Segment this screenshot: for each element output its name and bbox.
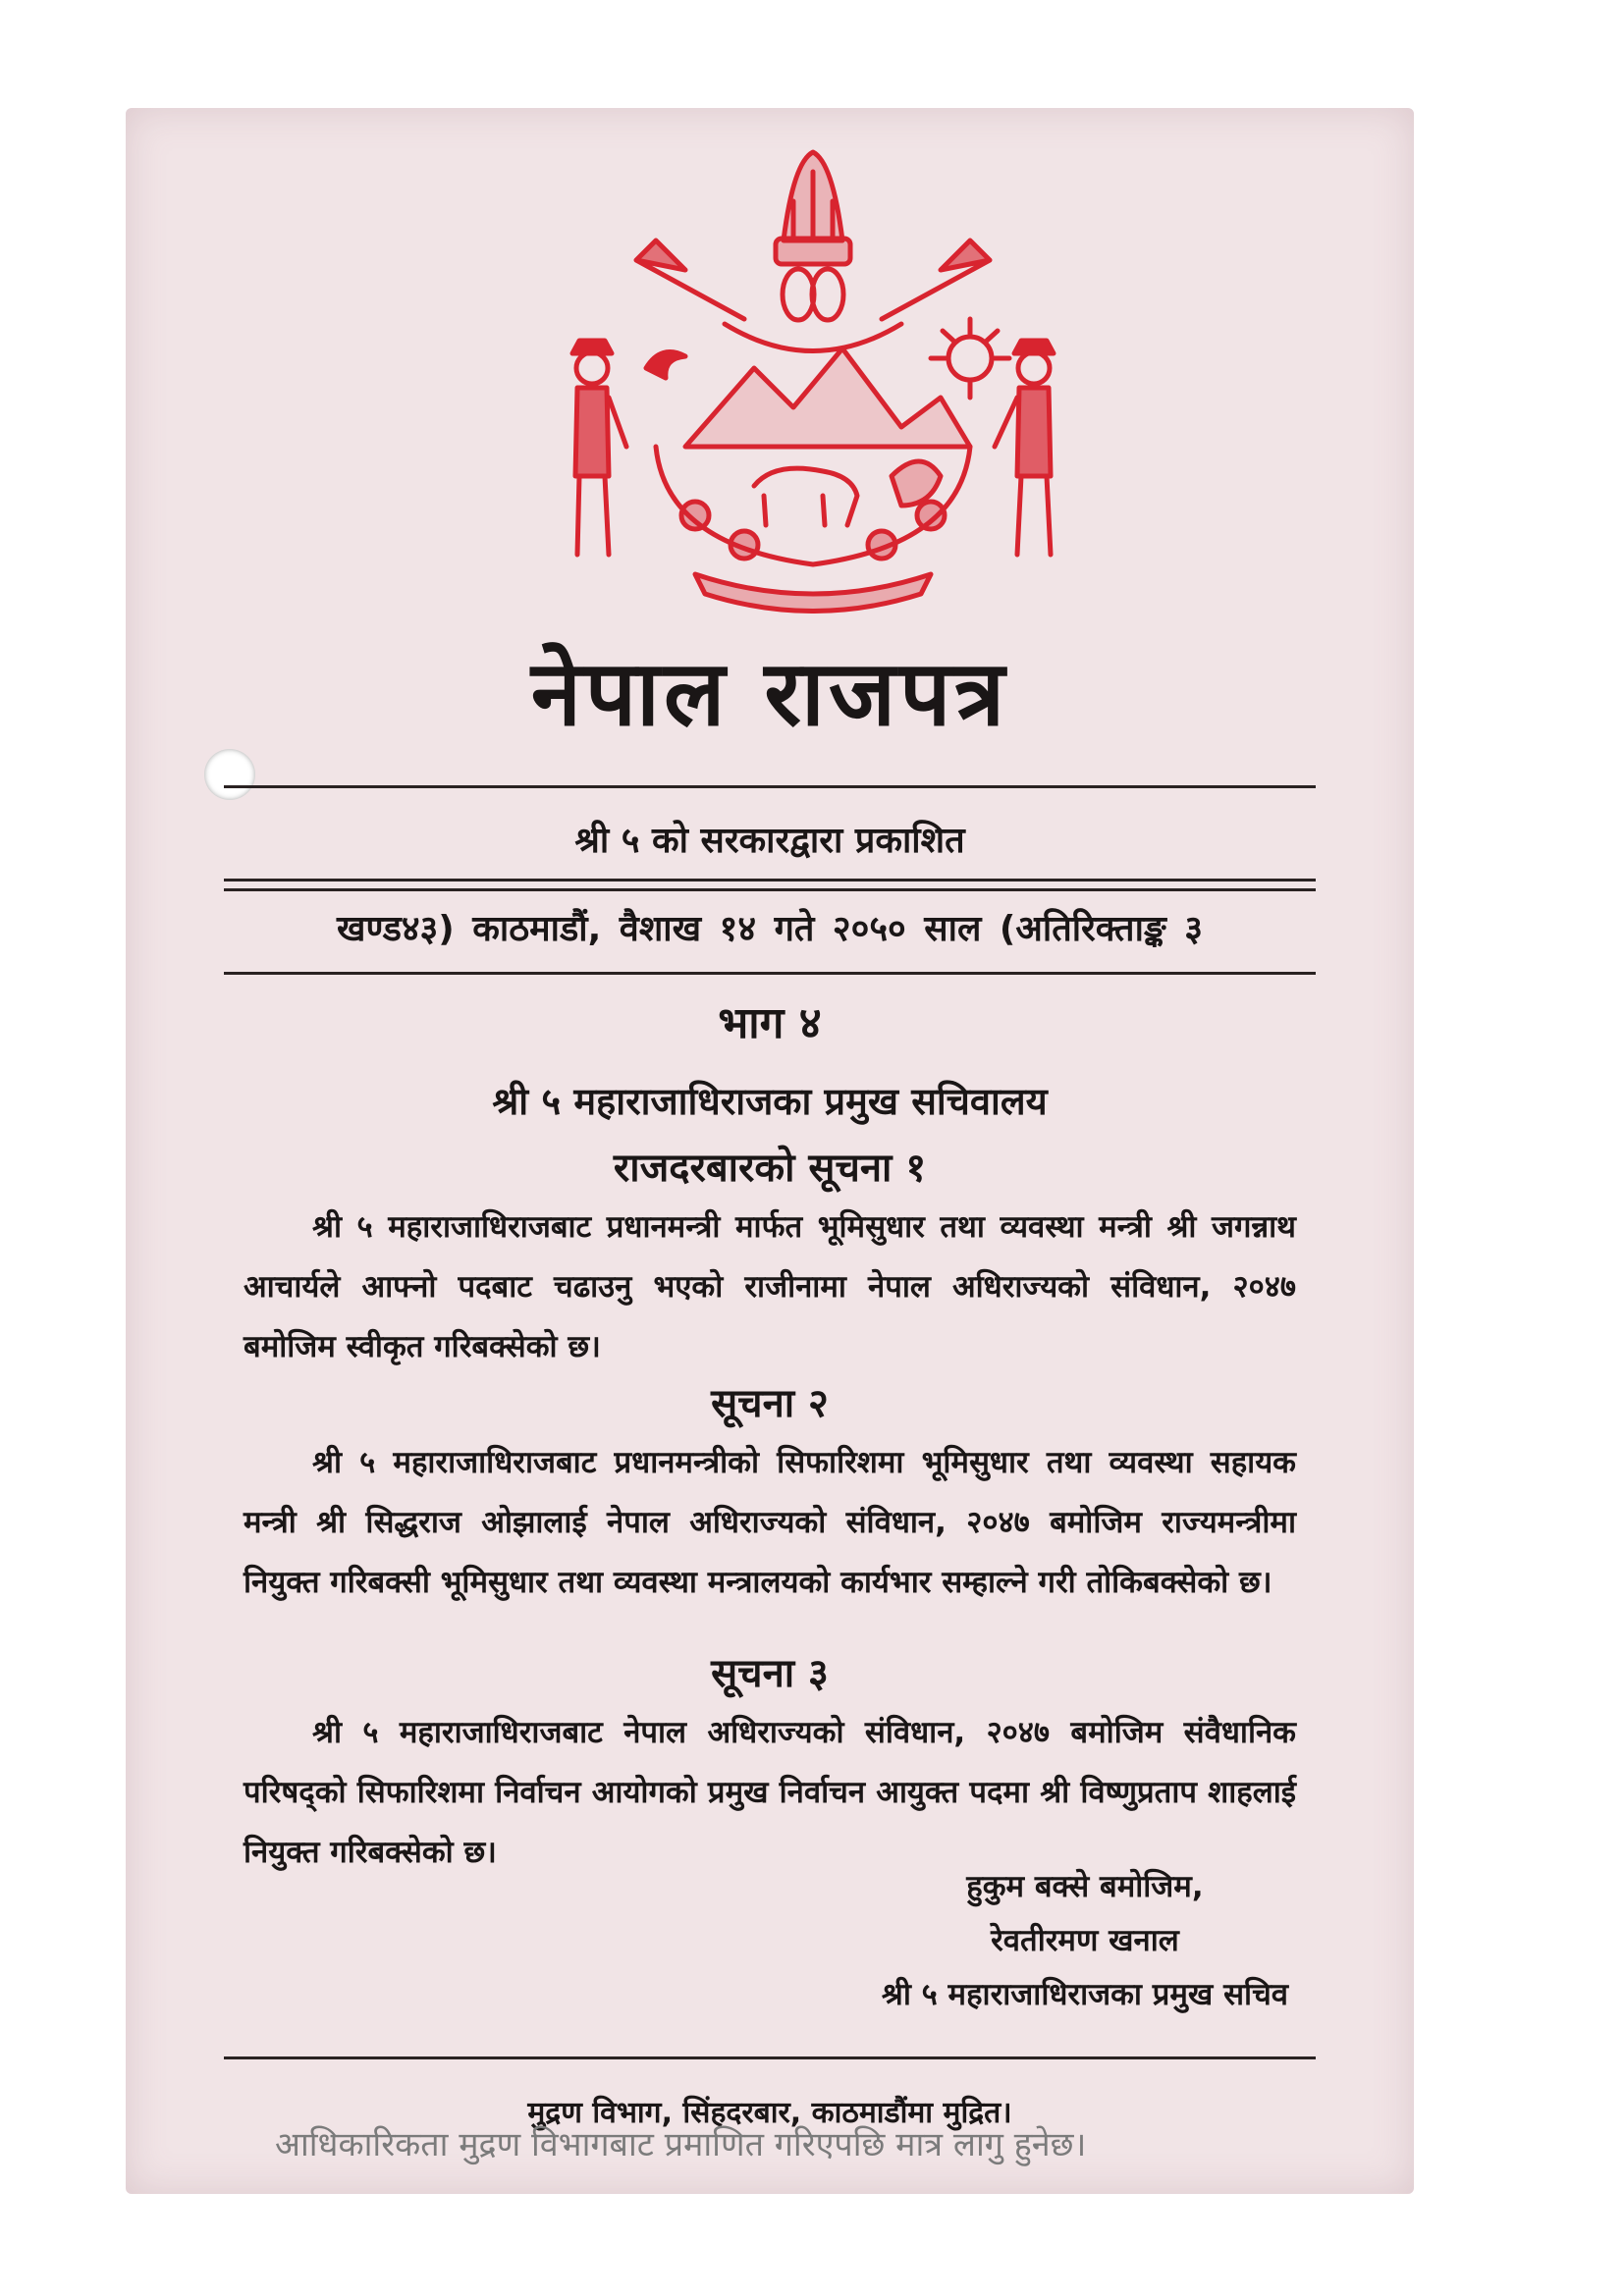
order-line: हुकुम बक्से बमोजिम,	[966, 1869, 1204, 1904]
divider	[224, 972, 1316, 975]
authenticity-note: आधिकारिकता मुद्रण विभागबाट प्रमाणित गरिएपछि मात्र लागु हुनेछ।	[275, 2125, 1087, 2164]
issue-line: खण्ड४३) काठमाडौं, वैशाख १४ गते २०५० साल (अतिरिक्ताङ्क ३	[337, 909, 1203, 949]
divider	[224, 2056, 1316, 2059]
part-heading: भाग ४	[718, 998, 822, 1048]
divider	[224, 785, 1316, 788]
gazette-sheet	[126, 108, 1414, 2194]
notice-body-2: श्री ५ महाराजाधिराजबाट प्रधानमन्त्रीको सिफारिशमा भूमिसुधार तथा व्यवस्था सहायक मन्त्री श्री सिद्धराज ओझालाई नेपाल अधिराज्यको संविधान, २०४७ बमोजिम राज्यमन्त्रीमा नियुक्त गरिबक्सी भूमिसुधार तथा व्यवस्था मन्त्रालयको कार्यभार सम्हाल्ने गरी तोकिबक्सेको छ।	[244, 1445, 1296, 1600]
signature-block	[882, 1860, 1288, 2022]
notice-title-1: राजदरबारको सूचना १	[613, 1146, 927, 1191]
notice-body-3: श्री ५ महाराजाधिराजबाट नेपाल अधिराज्यको संविधान, २०४७ बमोजिम संवैधानिक परिषद्को सिफारिशमा निर्वाचन आयोगको प्रमुख निर्वाचन आयुक्त पदमा श्री विष्णुप्रताप शाहलाई नियुक्त गरिबक्सेको छ।	[244, 1715, 1296, 1870]
printed-at: मुद्रण विभाग, सिंहदरबार, काठमाडौंमा मुद्रित।	[527, 2096, 1012, 2130]
punch-hole	[204, 749, 255, 800]
divider	[224, 879, 1316, 881]
notice-body-1: श्री ५ महाराजाधिराजबाट प्रधानमन्त्री मार्फत भूमिसुधार तथा व्यवस्था मन्त्री श्री जगन्नाथ आचार्यले आफ्नो पदबाट चढाउनु भएको राजीनामा नेपाल अधिराज्यको संविधान, २०४७ बमोजिम स्वीकृत गरिबक्सेको छ।	[244, 1209, 1296, 1364]
signatory-name: रेवतीरमण खनाल	[991, 1923, 1179, 1958]
divider	[224, 888, 1316, 891]
signatory-designation: श्री ५ महाराजाधिराजका प्रमुख सचिव	[881, 1977, 1288, 2012]
notice-title-3: सूचना ३	[711, 1651, 829, 1696]
gazette-title: नेपाल राजपत्र	[530, 641, 1009, 746]
notice-title-2: सूचना २	[711, 1381, 829, 1426]
gazette-subtitle: श्री ५ को सरकारद्वारा प्रकाशित	[574, 821, 965, 861]
secretariat-heading: श्री ५ महाराजाधिराजका प्रमुख सचिवालय	[492, 1080, 1048, 1123]
nepal-royal-coat-of-arms-icon	[548, 123, 1078, 614]
